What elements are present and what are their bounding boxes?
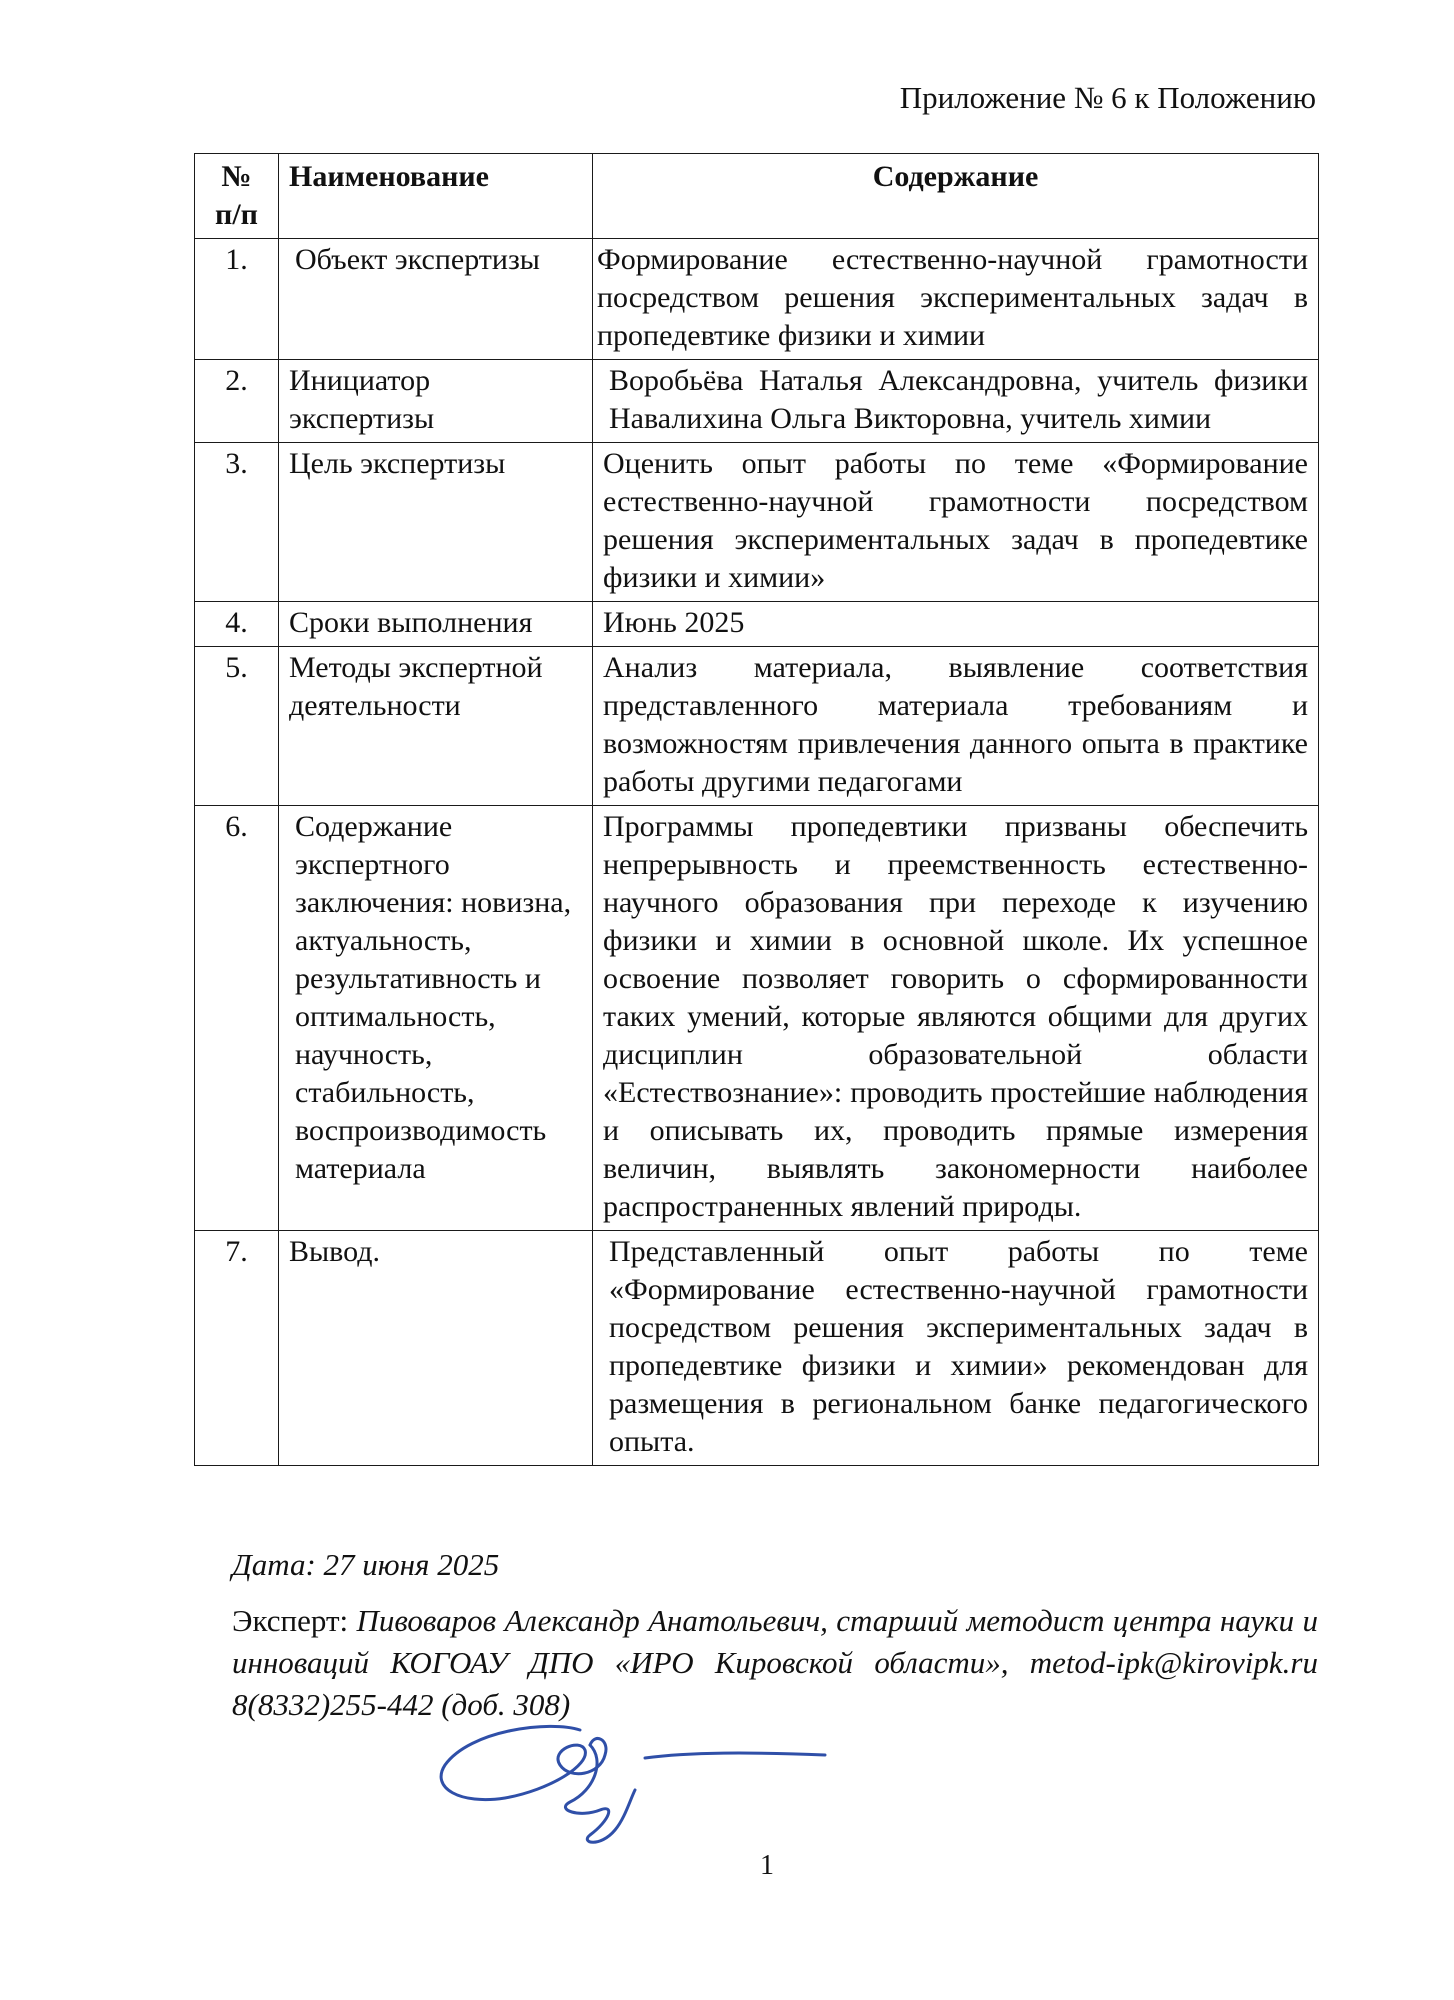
table-row	[195, 647, 1319, 806]
table-row	[195, 443, 1319, 602]
initiator-line: Воробьёва Наталья Александровна, учитель физики	[609, 364, 1308, 397]
row-content: Программы пропедевтики призваны обеспечить непрерывность и преемственность естественно-научного образования при переходе к изучению физики и химии в основной школе. Их успешное освоение позволяет говорить о сформированности таких умений, которые являются общими для других дисциплин образовательной области «Естествознание»: проводить простейшие наблюдения и описывать их, проводить прямые измерения величин, выявлять закономерности наиболее распространенных явлений природы.	[593, 806, 1319, 1231]
table-row	[195, 239, 1319, 360]
row-num: 6.	[195, 806, 279, 1231]
row-num: 3.	[195, 443, 279, 602]
table-row	[195, 1231, 1319, 1466]
row-name: Методы экспертной деятельности	[279, 647, 593, 806]
table-row	[195, 360, 1319, 443]
expert-label: Эксперт:	[232, 1603, 349, 1638]
row-content	[593, 360, 1319, 443]
row-name: Цель экспертизы	[279, 443, 593, 602]
expert-value: Пивоваров Александр Анатольевич, старший методист центра науки и инноваций КОГОАУ ДПО «ИРО Кировской области», metod-ipk@kirovipk.ru 8(8332)255-442 (доб. 308)	[232, 1603, 1318, 1722]
row-content: Представленный опыт работы по теме «Формирование естественно-научной грамотности посредством решения экспериментальных задач в пропедевтике физики и химии» рекомендован для размещения в региональном банке педагогического опыта.	[593, 1231, 1319, 1466]
header-name: Наименование	[279, 154, 593, 239]
row-num: 5.	[195, 647, 279, 806]
page-number: 1	[760, 1850, 774, 1881]
row-name: Сроки выполнения	[279, 602, 593, 647]
row-num: 7.	[195, 1231, 279, 1466]
row-num: 1.	[195, 239, 279, 360]
annex-header: Приложение № 6 к Положению	[899, 80, 1316, 115]
row-name: Инициатор экспертизы	[279, 360, 593, 443]
row-num: 4.	[195, 602, 279, 647]
table-header-row	[195, 154, 1319, 239]
row-num: 2.	[195, 360, 279, 443]
initiator-line: Навалихина Ольга Викторовна, учитель химии	[609, 402, 1212, 435]
signature-image	[430, 1710, 850, 1860]
row-content: Анализ материала, выявление соответствия представленного материала требованиям и возможностям привлечения данного опыта в практике работы другими педагогами	[593, 647, 1319, 806]
row-name: Вывод.	[279, 1231, 593, 1466]
table-row	[195, 806, 1319, 1231]
header-num: № п/п	[195, 154, 279, 239]
header-content: Содержание	[593, 154, 1319, 239]
expertise-table	[194, 153, 1319, 1466]
row-content: Июнь 2025	[593, 602, 1319, 647]
table-row	[195, 602, 1319, 647]
expert-line	[232, 1600, 1318, 1726]
row-content: Формирование естественно-научной грамотности посредством решения экспериментальных задач в пропедевтике физики и химии	[593, 239, 1319, 360]
row-content: Оценить опыт работы по теме «Формирование естественно-научной грамотности посредством решения экспериментальных задач в пропедевтике физики и химии»	[593, 443, 1319, 602]
date-line: Дата: 27 июня 2025	[232, 1547, 500, 1582]
row-name: Объект экспертизы	[279, 239, 593, 360]
row-name: Содержание экспертного заключения: новизна, актуальность, результативность и оптимальность, научность, стабильность, воспроизводимость материала	[279, 806, 593, 1231]
